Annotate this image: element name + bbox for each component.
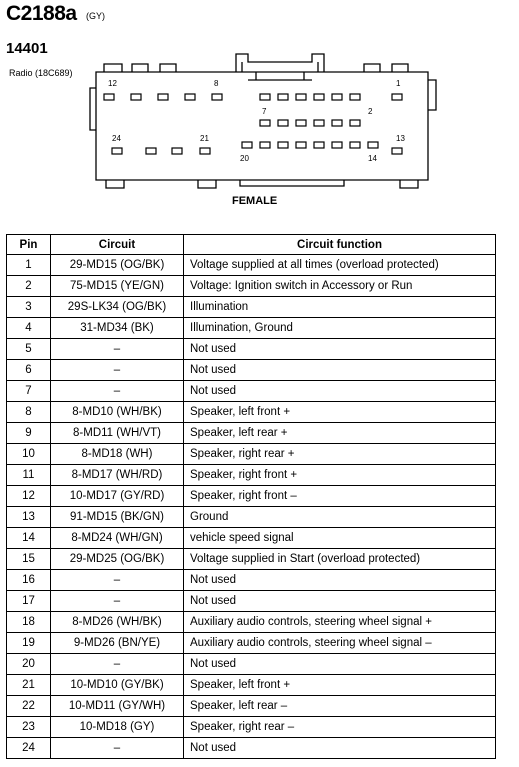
table-row [7,549,496,570]
table-row [7,675,496,696]
pin-number-cell: 13 [7,507,51,528]
pin-number-cell: 3 [7,297,51,318]
pin-cavity [314,142,324,148]
circuit-cell: – [51,738,184,759]
pin-cavity [350,94,360,100]
circuit-cell: 29-MD25 (OG/BK) [51,549,184,570]
table-row [7,444,496,465]
table-row [7,318,496,339]
circuit-cell: – [51,381,184,402]
pin-number-cell: 22 [7,696,51,717]
pin-cavity [332,120,342,126]
header-pin: Pin [7,235,51,255]
pin-cavity [242,142,252,148]
circuit-cell: 29-MD15 (OG/BK) [51,255,184,276]
pin-number-cell: 20 [7,654,51,675]
pin-cavity [350,142,360,148]
circuit-function-cell: Speaker, left front + [184,675,496,696]
pin-number-cell: 7 [7,381,51,402]
pin-cavity [350,120,360,126]
header-circuit-function: Circuit function [184,235,496,255]
pin-cavity [278,142,288,148]
circuit-cell: 10-MD10 (GY/BK) [51,675,184,696]
connector-outline [90,54,436,188]
table-row [7,423,496,444]
pin-number-cell: 10 [7,444,51,465]
pin-number-cell: 8 [7,402,51,423]
pin-number-cell: 5 [7,339,51,360]
table-row [7,402,496,423]
circuit-function-cell: Voltage supplied in Start (overload protected) [184,549,496,570]
pin-label: 12 [108,79,117,88]
table-row [7,612,496,633]
pin-cavity [332,94,342,100]
table-row [7,591,496,612]
circuit-function-cell: Illumination, Ground [184,318,496,339]
pin-number-cell: 6 [7,360,51,381]
connector-gender: FEMALE [232,195,278,207]
pin-number-cell: 1 [7,255,51,276]
table-row [7,654,496,675]
pin-number-cell: 14 [7,528,51,549]
pin-number-cell: 16 [7,570,51,591]
pin-cavity [212,94,222,100]
circuit-cell: 29S-LK34 (OG/BK) [51,297,184,318]
pin-cavity [200,148,210,154]
circuit-cell: 91-MD15 (BK/GN) [51,507,184,528]
circuit-cell: 8-MD24 (WH/GN) [51,528,184,549]
pin-number-cell: 11 [7,465,51,486]
pin-cavity [314,94,324,100]
table-row [7,570,496,591]
pin-label: 2 [368,107,373,116]
table-row [7,696,496,717]
pin-number-labels [108,79,405,163]
circuit-function-cell: Not used [184,339,496,360]
circuit-function-cell: Speaker, right front + [184,465,496,486]
connector-id: C2188a [6,2,77,25]
pin-number-cell: 24 [7,738,51,759]
pin-label: 13 [396,134,405,143]
table-row [7,465,496,486]
pin-cavity [104,94,114,100]
circuit-cell: 9-MD26 (BN/YE) [51,633,184,654]
circuit-function-cell: vehicle speed signal [184,528,496,549]
pin-cavity [278,94,288,100]
circuit-cell: 8-MD17 (WH/RD) [51,465,184,486]
pin-number-cell: 18 [7,612,51,633]
pin-number-cell: 15 [7,549,51,570]
pin-label: 1 [396,79,401,88]
pin-cavity [260,94,270,100]
circuit-function-cell: Not used [184,591,496,612]
circuit-cell: – [51,591,184,612]
circuit-function-cell: Voltage supplied at all times (overload protected) [184,255,496,276]
pin-label: 8 [214,79,219,88]
circuit-function-cell: Not used [184,570,496,591]
table-row [7,297,496,318]
pin-cavity [158,94,168,100]
table-row [7,486,496,507]
circuit-function-cell: Not used [184,654,496,675]
pin-number-cell: 19 [7,633,51,654]
pin-cavity [296,142,306,148]
circuit-function-cell: Not used [184,360,496,381]
pin-cavity [368,142,378,148]
pin-label: 24 [112,134,121,143]
pin-number-cell: 17 [7,591,51,612]
table-row [7,381,496,402]
circuit-cell: 8-MD26 (WH/BK) [51,612,184,633]
circuit-cell: 8-MD11 (WH/VT) [51,423,184,444]
pin-label: 7 [262,107,267,116]
circuit-cell: 31-MD34 (BK) [51,318,184,339]
part-name: Radio (18C689) [9,68,73,78]
table-row [7,507,496,528]
circuit-function-cell: Speaker, right rear – [184,717,496,738]
pin-number-cell: 9 [7,423,51,444]
pin-cavities [104,94,402,154]
circuit-function-cell: Ground [184,507,496,528]
pin-cavity [260,120,270,126]
pin-cavity [112,148,122,154]
circuit-cell: 8-MD10 (WH/BK) [51,402,184,423]
part-number: 14401 [6,40,48,57]
pin-cavity [296,120,306,126]
table-row [7,528,496,549]
circuit-function-cell: Auxiliary audio controls, steering wheel signal + [184,612,496,633]
table-row [7,255,496,276]
pin-table [6,234,496,759]
pin-label: 20 [240,154,249,163]
pin-cavity [131,94,141,100]
pin-number-cell: 4 [7,318,51,339]
table-row [7,339,496,360]
connector-color: (GY) [86,11,105,21]
connector-face-diagram [0,0,519,215]
table-row [7,276,496,297]
pin-cavity [185,94,195,100]
circuit-function-cell: Speaker, right front – [184,486,496,507]
circuit-cell: – [51,570,184,591]
pin-label: 14 [368,154,377,163]
circuit-function-cell: Speaker, right rear + [184,444,496,465]
table-header-row [7,235,496,255]
pin-cavity [332,142,342,148]
pin-number-cell: 2 [7,276,51,297]
pin-cavity [296,94,306,100]
pin-number-cell: 12 [7,486,51,507]
circuit-cell: 10-MD18 (GY) [51,717,184,738]
circuit-cell: 10-MD17 (GY/RD) [51,486,184,507]
circuit-function-cell: Voltage: Ignition switch in Accessory or Run [184,276,496,297]
pin-cavity [260,142,270,148]
circuit-cell: 10-MD11 (GY/WH) [51,696,184,717]
pin-cavity [392,94,402,100]
header-circuit: Circuit [51,235,184,255]
pin-cavity [314,120,324,126]
circuit-function-cell: Speaker, left rear – [184,696,496,717]
pin-label: 21 [200,134,209,143]
table-row [7,738,496,759]
table-row [7,360,496,381]
circuit-cell: – [51,360,184,381]
circuit-function-cell: Speaker, left front + [184,402,496,423]
circuit-function-cell: Illumination [184,297,496,318]
circuit-cell: – [51,339,184,360]
circuit-function-cell: Not used [184,738,496,759]
pin-number-cell: 23 [7,717,51,738]
circuit-function-cell: Speaker, left rear + [184,423,496,444]
pin-cavity [146,148,156,154]
table-row [7,717,496,738]
circuit-cell: – [51,654,184,675]
circuit-function-cell: Auxiliary audio controls, steering wheel signal – [184,633,496,654]
circuit-cell: 8-MD18 (WH) [51,444,184,465]
pin-cavity [172,148,182,154]
table-row [7,633,496,654]
circuit-function-cell: Not used [184,381,496,402]
pin-number-cell: 21 [7,675,51,696]
pin-cavity [278,120,288,126]
circuit-cell: 75-MD15 (YE/GN) [51,276,184,297]
pin-cavity [392,148,402,154]
